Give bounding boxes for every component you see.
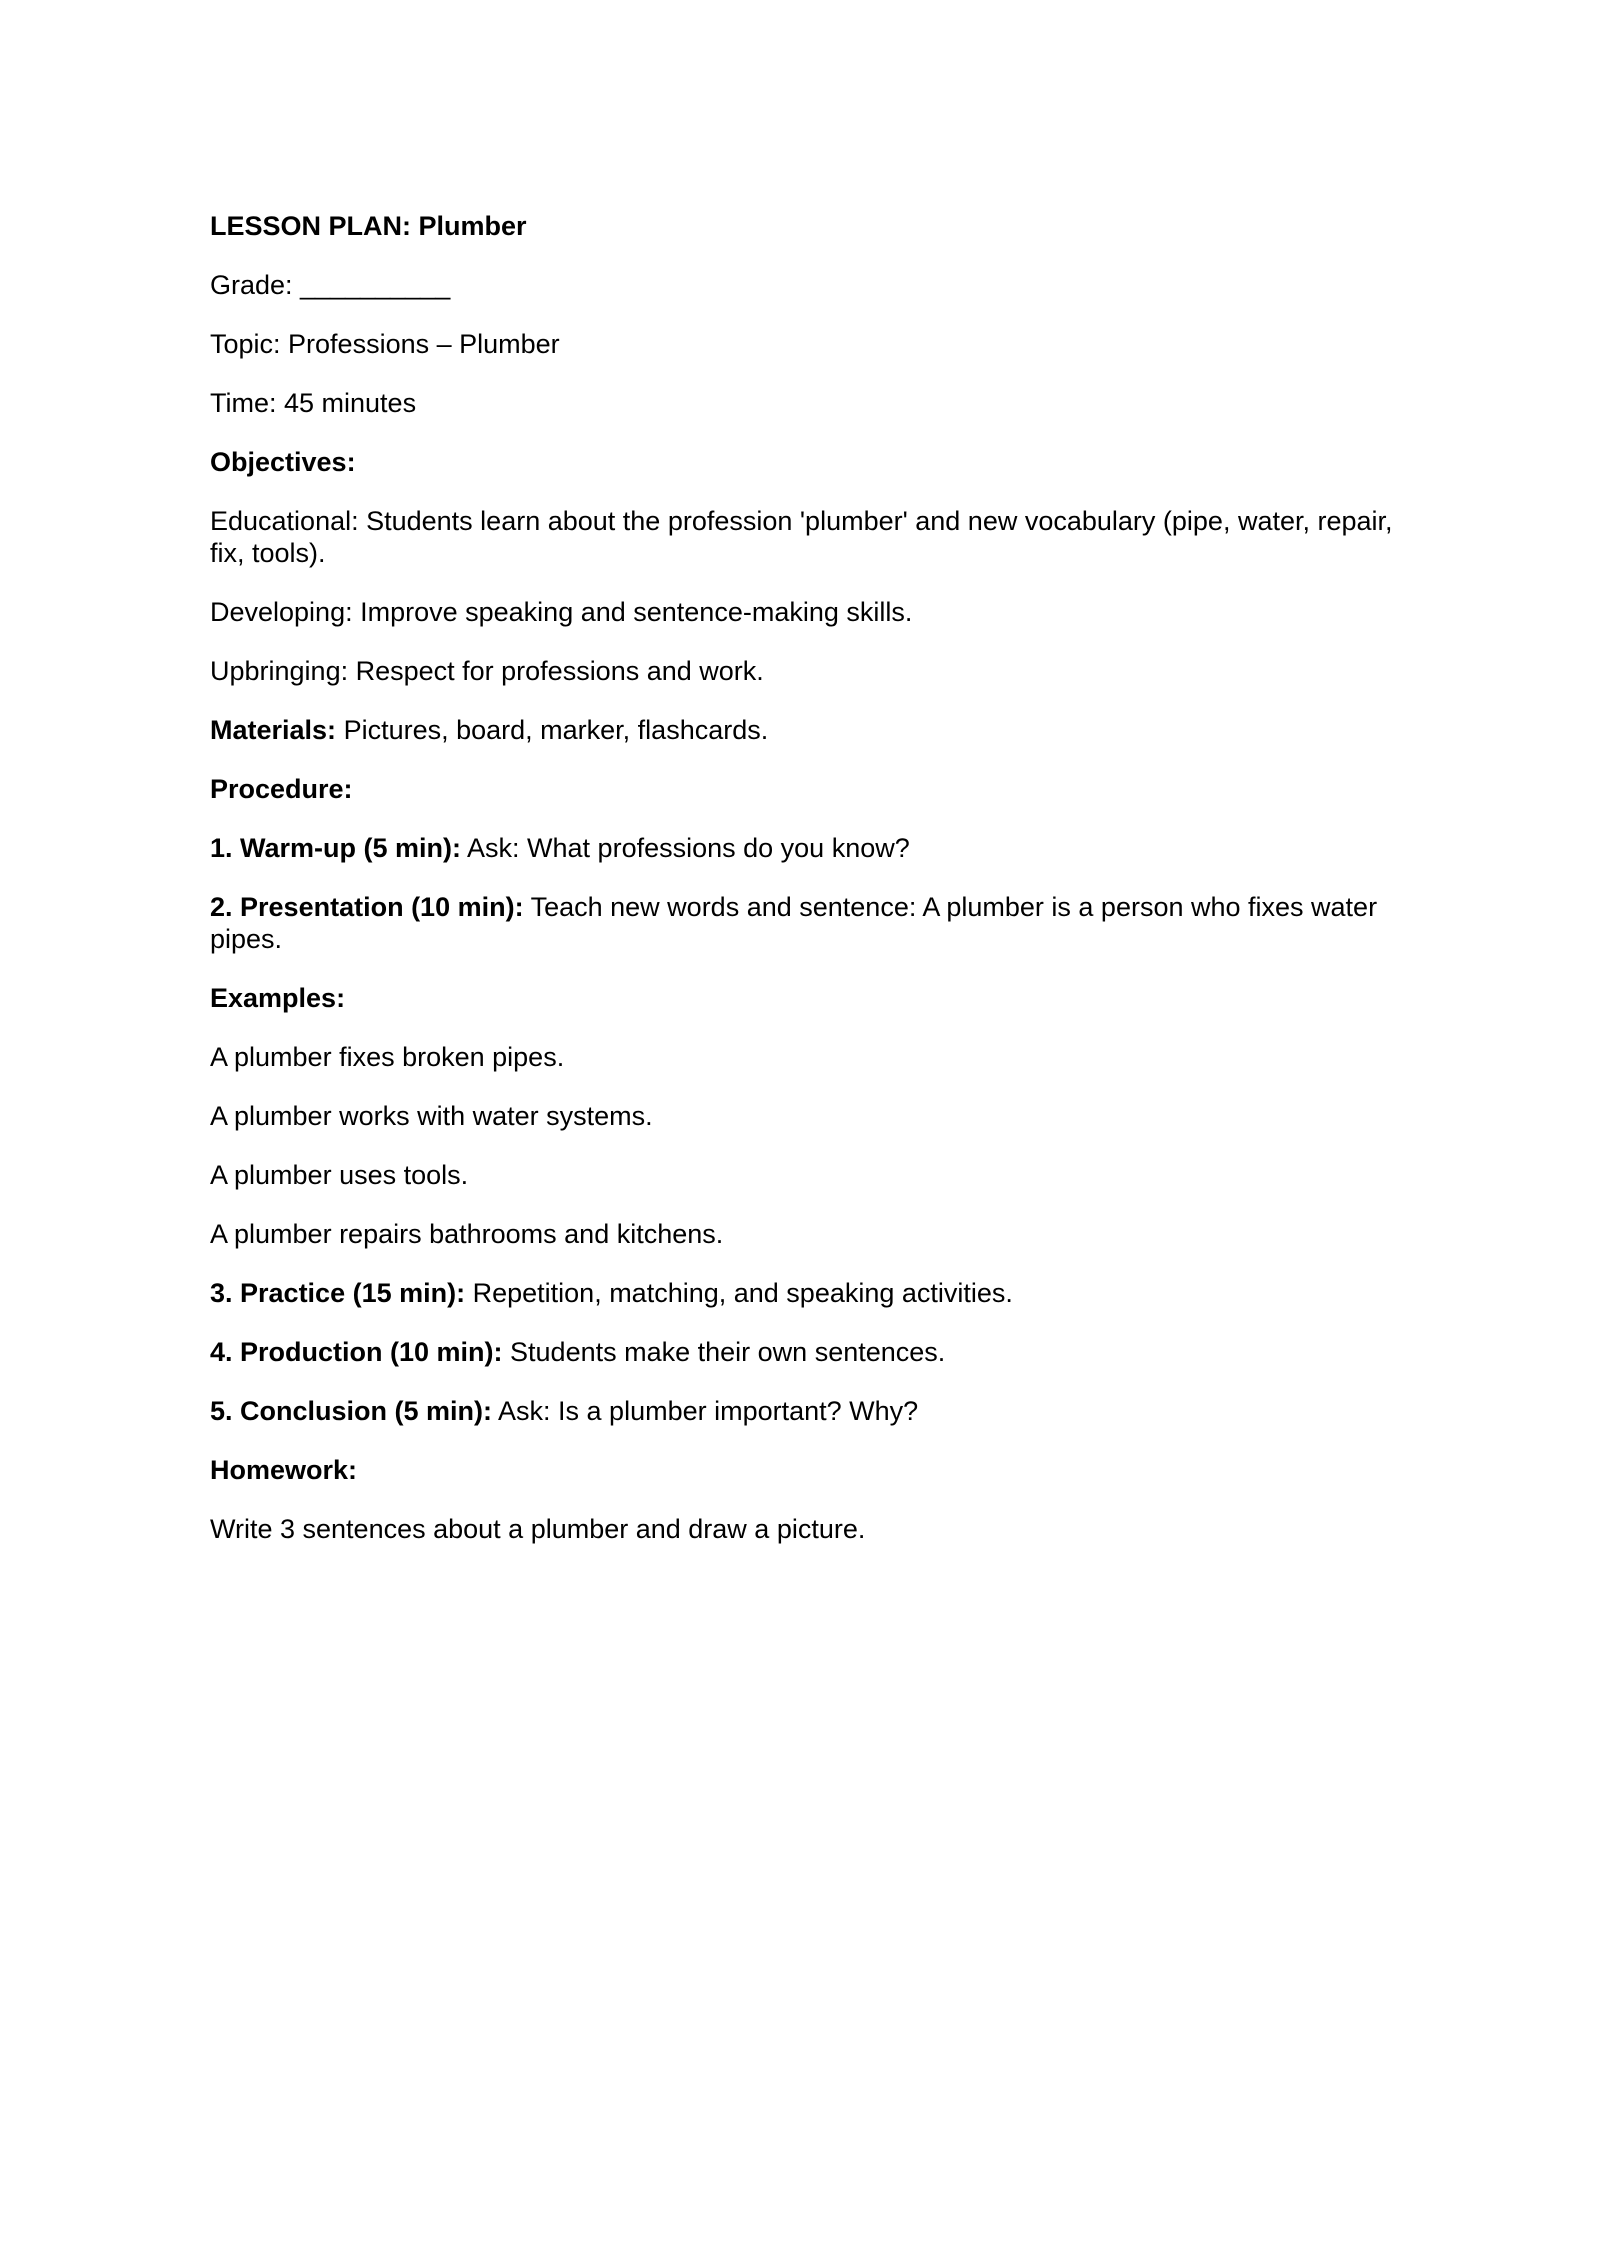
document-title: LESSON PLAN: Plumber — [210, 211, 527, 241]
example-item: A plumber uses tools. — [210, 1160, 469, 1190]
materials-text: Pictures, board, marker, flashcards. — [336, 715, 769, 745]
step-label: 5. Conclusion (5 min): — [210, 1396, 493, 1426]
objective-developing: Developing: Improve speaking and sentence-making skills. — [210, 597, 913, 627]
homework-text: Write 3 sentences about a plumber and draw a picture. — [210, 1514, 866, 1544]
grade-line: Grade: __________ — [210, 270, 451, 300]
step-label: 3. Practice (15 min): — [210, 1278, 466, 1308]
time-line: Time: 45 minutes — [210, 388, 417, 418]
objective-upbringing: Upbringing: Respect for professions and work. — [210, 656, 764, 686]
examples-heading: Examples: — [210, 983, 346, 1013]
step-text: Ask: What professions do you know? — [461, 833, 910, 863]
step-label: 2. Presentation (10 min): — [210, 892, 524, 922]
step-text: Students make their own sentences. — [502, 1337, 946, 1367]
procedure-step — [210, 891, 1400, 955]
materials-line — [210, 714, 1400, 746]
objectives-heading: Objectives: — [210, 447, 356, 477]
step-label: 4. Production (10 min): — [210, 1337, 503, 1367]
procedure-step — [210, 1277, 1400, 1309]
procedure-step — [210, 1395, 1400, 1427]
procedure-step — [210, 832, 1400, 864]
document-page — [210, 210, 1400, 1572]
step-label: 1. Warm-up (5 min): — [210, 833, 462, 863]
objective-educational: Educational: Students learn about the profession 'plumber' and new vocabulary (pipe, water, repair, fix, tools). — [210, 506, 1393, 568]
example-item: A plumber works with water systems. — [210, 1101, 653, 1131]
topic-line: Topic: Professions – Plumber — [210, 329, 560, 359]
homework-heading: Homework: — [210, 1455, 358, 1485]
step-text: Ask: Is a plumber important? Why? — [492, 1396, 919, 1426]
example-item: A plumber fixes broken pipes. — [210, 1042, 565, 1072]
example-item: A plumber repairs bathrooms and kitchens. — [210, 1219, 724, 1249]
materials-label: Materials: — [210, 715, 337, 745]
procedure-step — [210, 1336, 1400, 1368]
step-text: Teach new words and sentence: A plumber is a person who fixes water pipes. — [210, 892, 1378, 954]
procedure-heading: Procedure: — [210, 774, 353, 804]
step-text: Repetition, matching, and speaking activities. — [465, 1278, 1013, 1308]
